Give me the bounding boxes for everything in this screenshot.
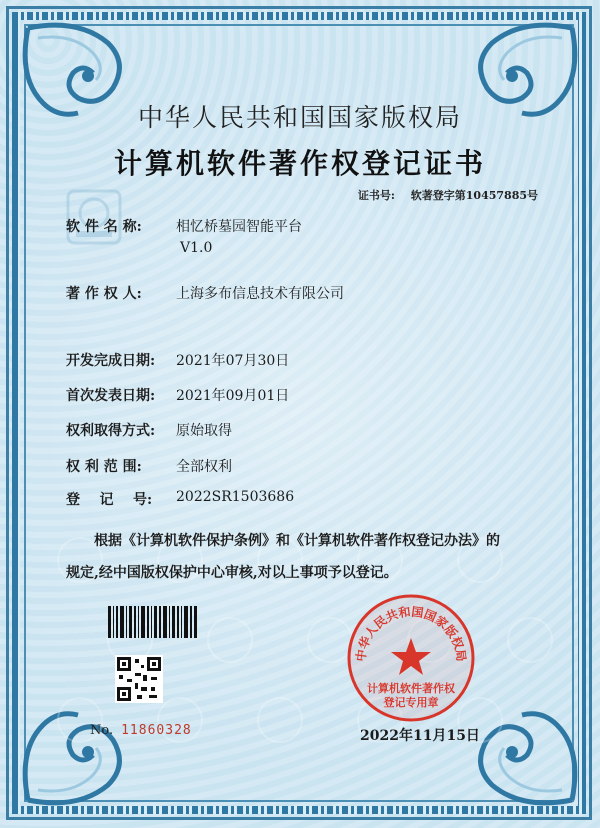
field-version: V1.0 — [180, 240, 213, 256]
field-copyright-owner — [66, 283, 344, 303]
issue-date: 2022年11月15日 — [360, 728, 480, 744]
seal-line-1: 计算机软件著作权 — [367, 682, 455, 695]
statement-line-2: 规定,经中国版权保护中心审核,对以上事项予以登记。 — [66, 565, 398, 581]
certificate-number-value: 软著登字第10457885号 — [410, 189, 538, 202]
field-value: 全部权利 — [176, 459, 232, 475]
certificate-number — [358, 187, 538, 203]
field-label: 软 件 名 称: — [66, 219, 142, 235]
statement-paragraph — [66, 525, 546, 589]
official-seal — [345, 592, 477, 724]
seal-arc-text: 中华人民共和国国家版权局 — [353, 604, 469, 663]
field-label: 首次发表日期: — [66, 388, 156, 404]
field-publication-date — [66, 385, 289, 405]
field-registration-number — [66, 489, 294, 509]
field-value: 2022SR1503686 — [176, 489, 295, 505]
barcode-icon — [108, 606, 198, 638]
field-label: 开发完成日期: — [66, 353, 156, 369]
field-value: 上海多布信息技术有限公司 — [176, 286, 344, 302]
certificate-title: 计算机软件著作权登记证书 — [113, 147, 486, 180]
field-value: 2021年07月30日 — [176, 353, 290, 369]
field-label: 权利取得方式: — [66, 423, 156, 439]
field-value: 2021年09月01日 — [176, 388, 290, 404]
serial-value: 11860328 — [121, 723, 192, 738]
field-label: 权 利 范 围: — [66, 459, 142, 475]
certificate-number-label: 证书号: — [357, 189, 395, 202]
statement-line-1: 根据《计算机软件保护条例》和《计算机软件著作权登记办法》的 — [94, 533, 500, 549]
field-completion-date — [66, 350, 289, 370]
issuer-title: 中华人民共和国国家版权局 — [137, 103, 462, 132]
field-value: 相忆桥墓园智能平台 — [176, 219, 302, 235]
field-rights-scope — [66, 456, 232, 476]
field-label: 著 作 权 人: — [66, 286, 142, 302]
serial-label: No. — [90, 723, 114, 738]
field-software-name — [66, 216, 302, 256]
field-value: 原始取得 — [176, 423, 232, 439]
field-label: 登 记 号: — [66, 492, 153, 508]
serial-number — [90, 723, 192, 738]
seal-line-2: 登记专用章 — [383, 696, 439, 709]
field-acquisition-method — [66, 420, 232, 440]
qr-code-icon — [115, 655, 163, 703]
